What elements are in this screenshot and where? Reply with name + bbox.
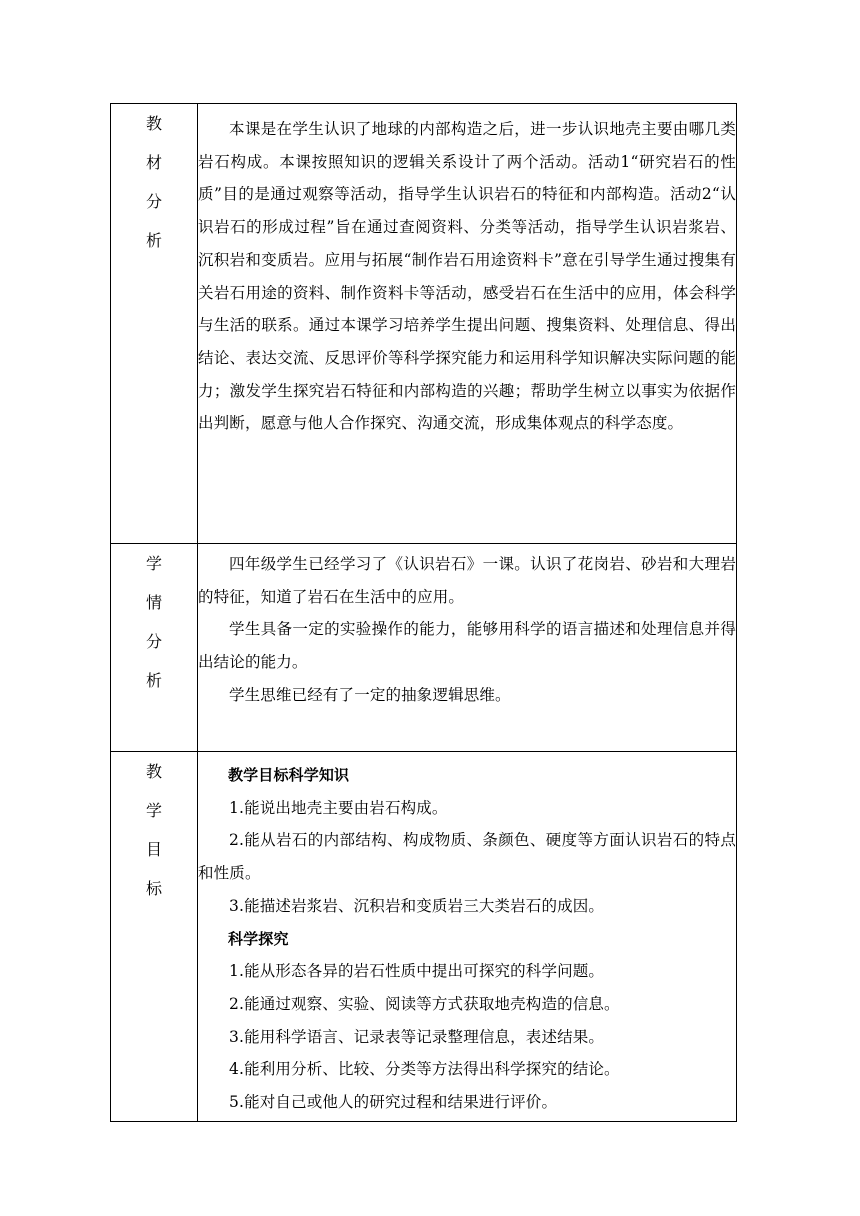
list-item: 5.能对自己或他人的研究过程和结果进行评价。 [229, 1093, 558, 1112]
list-item: 3.能描述岩浆岩、沉积岩和变质岩三大类岩石的成因。 [229, 896, 605, 915]
label-char: 学 [145, 801, 162, 820]
paragraph: 四年级学生已经学习了《认识岩石》一课。认识了花岗岩、砂岩和大理岩的特征，知道了岩石在生活中的应用。 [198, 555, 736, 606]
list-item: 1.能从形态各异的岩石性质中提出可探究的科学问题。 [229, 962, 605, 981]
table-row-student-analysis [111, 544, 737, 752]
list-item: 3.能用科学语言、记录表等记录整理信息，表述结果。 [229, 1027, 605, 1046]
label-char: 情 [145, 593, 162, 612]
label-char: 材 [145, 153, 162, 172]
label-char: 分 [145, 192, 162, 211]
label-char: 析 [145, 671, 162, 690]
row-label [111, 544, 198, 752]
row-content [198, 544, 737, 752]
row-content [198, 752, 737, 1122]
row-content [198, 104, 737, 544]
list-item: 1.能说出地壳主要由岩石构成。 [229, 798, 448, 817]
table-row-teaching-goals [111, 752, 737, 1122]
label-char: 教 [145, 114, 162, 133]
paragraph: 学生思维已经有了一定的抽象逻辑思维。 [229, 685, 511, 704]
table-row-textbook-analysis [111, 104, 737, 544]
lesson-plan-table [110, 103, 737, 1122]
label-char: 目 [145, 840, 162, 859]
row-label [111, 104, 198, 544]
section-heading: 教学目标科学知识 [228, 766, 350, 784]
list-item: 4.能利用分析、比较、分类等方法得出科学探究的结论。 [229, 1060, 620, 1079]
paragraph: 本课是在学生认识了地球的内部构造之后，进一步认识地壳主要由哪几类岩石构成。本课按照知识的逻辑关系设计了两个活动。活动1“研究岩石的性质”目的是通过观察等活动，指导学生认识岩石的特征和内部构造。活动2“认识岩石的形成过程”旨在通过查阅资料、分类等活动，指导学生认识岩浆岩、沉积岩和变质岩。应用与拓展“制作岩石用途资料卡”意在引导学生通过搜集有关岩石用途的资料、制作资料卡等活动，感受岩石在生活中的应用，体会科学与生活的联系。通过本课学习培养学生提出问题、搜集资料、处理信息、得出结论、表达交流、反思评价等科学探究能力和运用科学知识解决实际问题的能力；激发学生探究岩石特征和内部构造的兴趣；帮助学生树立以事实为依据作出判断，愿意与他人合作探究、沟通交流，形成集体观点的科学态度。 [198, 120, 736, 433]
label-char: 标 [145, 879, 162, 898]
label-char: 析 [145, 231, 162, 250]
label-char: 学 [145, 554, 162, 573]
list-item: 2.能通过观察、实验、阅读等方式获取地壳构造的信息。 [229, 994, 620, 1013]
paragraph: 学生具备一定的实验操作的能力，能够用科学的语言描述和处理信息并得出结论的能力。 [198, 620, 736, 672]
section-heading: 科学探究 [228, 929, 289, 948]
row-label [111, 752, 198, 1122]
label-char: 教 [145, 762, 162, 781]
list-item: 2.能从岩石的内部结构、构成物质、条颜色、硬度等方面认识岩石的特点和性质。 [198, 831, 736, 883]
label-char: 分 [145, 632, 162, 651]
